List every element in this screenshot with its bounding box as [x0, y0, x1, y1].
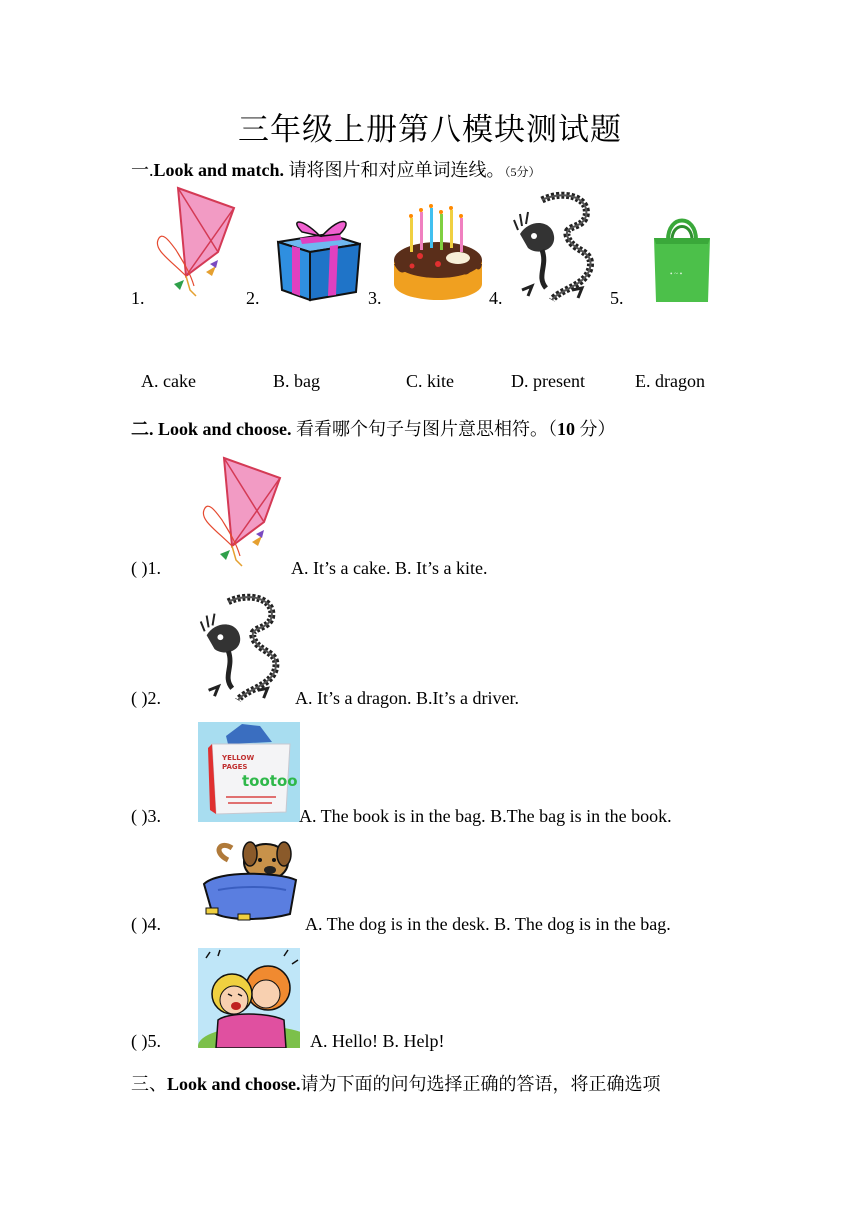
- match-number-4: 4.: [489, 288, 503, 308]
- section-3-heading: [131, 1070, 661, 1096]
- match-option-bag: B. bag: [273, 371, 320, 391]
- question-2-options: A. It’s a dragon. B.It’s a driver.: [295, 688, 519, 708]
- question-2-dragon-image: [198, 592, 288, 706]
- section-2-score-unit: 分）: [579, 419, 616, 439]
- section-2-score-num: 10: [557, 419, 576, 439]
- section-2-heading-en: 二. Look and choose.: [131, 419, 292, 439]
- question-3-book-bag-image: [198, 722, 300, 822]
- question-5-number: ( )5.: [131, 1031, 161, 1051]
- section-2-heading-cn: 看看哪个句子与图片意思相符。（: [296, 419, 558, 439]
- question-1-number: ( )1.: [131, 558, 161, 578]
- match-option-dragon: E. dragon: [635, 371, 705, 391]
- page-title: 三年级上册第八模块测试题: [238, 112, 622, 148]
- section-1-heading: [131, 156, 541, 182]
- question-2-number: ( )2.: [131, 688, 161, 708]
- question-1-kite-image: [196, 450, 286, 576]
- question-4-number: ( )4.: [131, 914, 161, 934]
- match-option-present: D. present: [511, 371, 585, 391]
- bag-print-line2: PAGES: [222, 763, 248, 771]
- match-number-1: 1.: [131, 288, 145, 308]
- question-3-number: ( )3.: [131, 806, 161, 826]
- section-1-heading-cn: 请将图片和对应单词连线。: [288, 160, 505, 180]
- question-5-options: A. Hello! B. Help!: [310, 1031, 445, 1051]
- section-3-prefix: 三、: [131, 1074, 167, 1094]
- match-option-cake: A. cake: [141, 371, 196, 391]
- match-number-5: 5.: [610, 288, 624, 308]
- svg-text:• ~ •: • ~ •: [670, 270, 683, 278]
- section-1-prefix: 一.: [131, 160, 154, 180]
- bag-print-brand: tootoo: [242, 772, 298, 790]
- section-1-heading-en: Look and match.: [153, 160, 285, 180]
- match-number-2: 2.: [246, 288, 260, 308]
- section-3-heading-en: Look and choose.: [167, 1074, 301, 1094]
- question-3-options: A. The book is in the bag. B.The bag is in the book.: [299, 806, 672, 826]
- section-3-heading-cn: 请为下面的问句选择正确的答语，将正确选项: [300, 1074, 661, 1094]
- present-image: [270, 206, 368, 304]
- question-4-dog-bag-image: [198, 840, 302, 922]
- section-1-score: （5分）: [504, 165, 541, 179]
- green-bag-image: [650, 214, 714, 304]
- question-5-children-image: [198, 948, 300, 1048]
- kite-image: [150, 180, 240, 304]
- section-2-heading: [131, 415, 616, 441]
- match-number-3: 3.: [368, 288, 382, 308]
- question-1-options: A. It’s a cake. B. It’s a kite.: [291, 558, 488, 578]
- question-4-options: A. The dog is in the desk. B. The dog is in the bag.: [305, 914, 671, 934]
- dragon-image: [512, 190, 602, 306]
- bag-print-line1: YELLOW: [222, 754, 255, 762]
- match-option-kite: C. kite: [406, 371, 454, 391]
- cake-image: [390, 204, 486, 306]
